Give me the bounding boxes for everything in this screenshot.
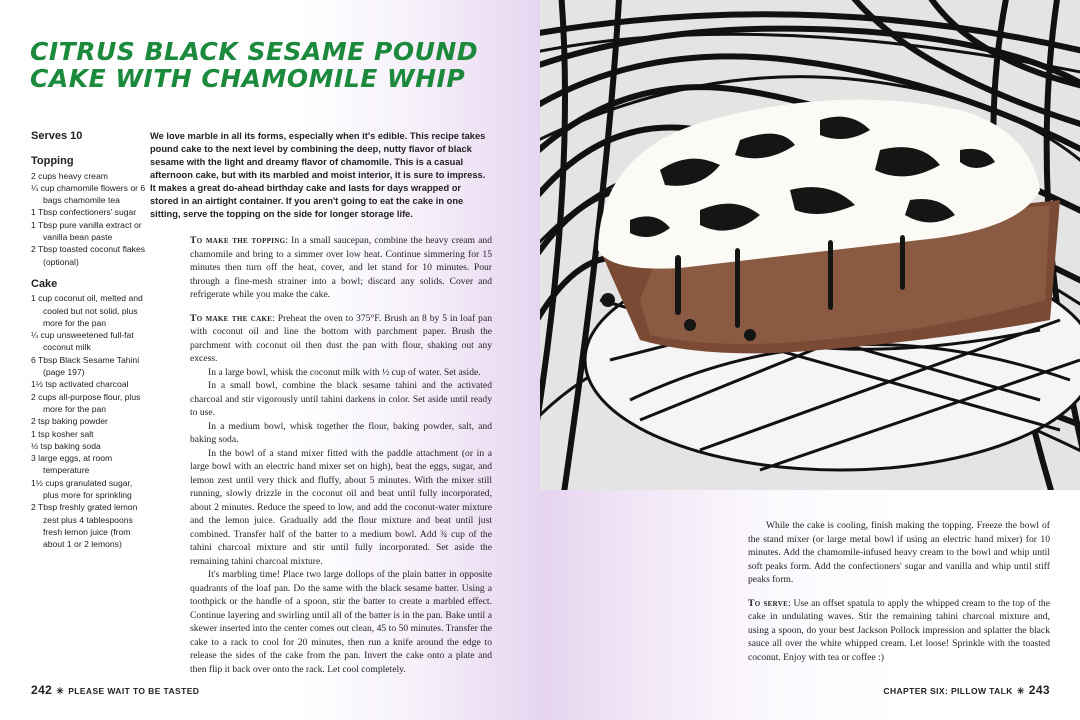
method-step: In a small bowl, combine the black sesame tahini and the activated charcoal and stir vigorously until tahini darkens in color. Set aside until ready to use. — [190, 380, 492, 418]
ingredient-item: 2 tsp baking powder — [31, 416, 108, 427]
left-running-head: PLEASE WAIT TO BE TASTED — [68, 686, 200, 696]
title-line-1: CITRUS BLACK SESAME POUND — [30, 37, 479, 66]
cake-step-label: To make the cake — [190, 312, 273, 324]
topping-heading: Topping — [31, 155, 74, 168]
title-line-2: CAKE WITH CHAMOMILE WHIP — [30, 64, 466, 93]
ingredient-item: 1½ tsp activated charcoal — [31, 379, 129, 390]
recipe-intro: We love marble in all its forms, especially when it's edible. This recipe takes pound cake to the next level by combining the deep, nutty flavor of black sesame with the light and dreamy flavor of chamomile. This is a casual afternoon cake, but with its marbled and moist interior, it is sure to impress. It makes a great do-ahead birthday cake and lasts for days wrapped or stored in an airtight container. If you aren't going to eat the cake in one sitting, serve the topping on the side for longer storage life. — [150, 131, 486, 219]
topping-ingredient-list — [31, 170, 149, 268]
cake-heading: Cake — [31, 277, 58, 290]
method-step: It's marbling time! Place two large dollops of the plain batter in opposite quadrants of the loaf pan. Do the same with the black sesame batter. Using a toothpick or the handle of a spoon, stir the batter to create a marbled effect. Continue layering and swirling until all of the batter is in the pan. Bake until a skewer inserted into the center comes out clean, 45 to 50 minutes. Transfer the cake to a rack to cool for 20 minutes, then run a knife around the edge to release the sides of the cake from the pan. Invert the cake onto a plate and then flip it back over onto the rack. Let cool completely. — [190, 569, 492, 675]
ingredient-item: 6 Tbsp Black Sesame Tahini (page 197) — [31, 354, 140, 378]
method-step: In a large bowl, whisk the coconut milk with ½ cup of water. Set aside. — [208, 366, 481, 378]
right-page-footer — [883, 683, 1050, 697]
ingredients-sidebar — [31, 130, 149, 561]
left-page-footer — [31, 683, 199, 697]
ingredient-item: 2 Tbsp toasted coconut flakes (optional) — [31, 244, 146, 267]
separator-icon: ✳ — [1016, 686, 1025, 696]
ingredient-item: 2 Tbsp freshly grated lemon zest plus 4 tablespoons fresh lemon juice (from about 1 or 2 lemons) — [31, 502, 138, 550]
ingredient-item: 2 cups heavy cream — [31, 170, 108, 181]
recipe-title — [30, 38, 490, 92]
right-running-head: CHAPTER SIX: PILLOW TALK — [883, 686, 1013, 696]
serve-paragraph — [748, 597, 1050, 665]
separator-icon: ✳ — [56, 686, 65, 696]
ingredient-item: 1½ cups granulated sugar, plus more for sprinkling — [31, 477, 133, 501]
method-step: In the bowl of a stand mixer fitted with the paddle attachment (or in a large bowl with an electric hand mixer set on high), beat the eggs, sugar, and lemon zest until very thick and fluffy, about 5 minutes. With the mixer still running, slowly drizzle in the coconut oil and beat until fully incorporated, about 2 minutes. Reduce the speed to low, and add the coconut-water mixture and the lemon juice. Gradually add the flour mixture and beat until just combined. Transfer half of the batter to a medium bowl. Add ¾ cup of the tahini charcoal mixture and stir until fully incorporated. Set aside the remaining tahini charcoal mixture. — [190, 447, 492, 567]
cake-ingredient-list — [31, 292, 149, 550]
cake-paragraph — [190, 312, 492, 366]
ingredient-item: ½ tsp baking soda — [31, 440, 101, 451]
topping-step-text: : In a small saucepan, combine the heavy cream and chamomile and bring to a simmer over low heat. Continue simmering for 15 minutes then turn off the heat, cover, and let stand for 10 minutes. Pour through a fine-mesh strainer into a bowl; discard any solids. Cover and refrigerate while you make the cake. — [190, 235, 493, 300]
ingredient-item: ¼ cup chamomile flowers or 6 bags chamomile tea — [31, 182, 146, 206]
method-step: In a medium bowl, whisk together the flour, baking powder, salt, and baking soda. — [190, 420, 492, 445]
cake-step-text: : Preheat the oven to 375°F. Brush an 8 by 5 in loaf pan with coconut oil and line the bottom with parchment paper. Brush the parchment with coconut oil then dust the pan with flour, shaking out any excess. — [190, 312, 492, 364]
serves-label: Serves 10 — [31, 130, 83, 142]
serving-text — [748, 519, 1050, 664]
ingredient-item: 2 cups all-purpose flour, plus more for the pan — [31, 391, 141, 414]
topping-paragraph — [190, 234, 492, 302]
method-text — [190, 234, 492, 676]
ingredient-item: 1 Tbsp confectioners' sugar — [31, 207, 137, 218]
right-page-number: 243 — [1028, 683, 1050, 697]
ingredient-item: 1 cup coconut oil, melted and cooled but not solid, plus more for the pan — [31, 293, 143, 328]
serve-step-text: : Use an offset spatula to apply the whipped cream to the top of the cake in undulating waves. Stir the remaining tahini charcoal mixture and, using a spoon, do your best Jackson Pollock impression and splatter the black sauce all over the white whipped cream. Let loose! Sprinkle with the toasted coconut. Enjoy with tea or coffee :) — [748, 597, 1050, 663]
ingredient-item: 1 Tbsp pure vanilla extract or vanilla bean paste — [31, 219, 142, 243]
cake-photo — [540, 0, 1080, 490]
cooling-paragraph: While the cake is cooling, finish making the topping. Freeze the bowl of the stand mixer (or large metal bowl if using an electric hand mixer) for 10 minutes. Add the chamomile-infused heavy cream to the bowl and whip until soft peaks form. Add the confectioners' sugar and vanilla and whip until stiff peaks form. — [748, 520, 1050, 585]
ingredient-item: ¼ cup unsweetened full-fat coconut milk — [31, 330, 134, 353]
serve-step-label: To serve — [748, 597, 789, 609]
topping-step-label: To make the topping — [190, 235, 286, 246]
ingredient-item: 3 large eggs, at room temperature — [31, 453, 113, 476]
ingredient-item: 1 tsp kosher salt — [31, 428, 94, 439]
left-page-number: 242 — [31, 683, 53, 697]
